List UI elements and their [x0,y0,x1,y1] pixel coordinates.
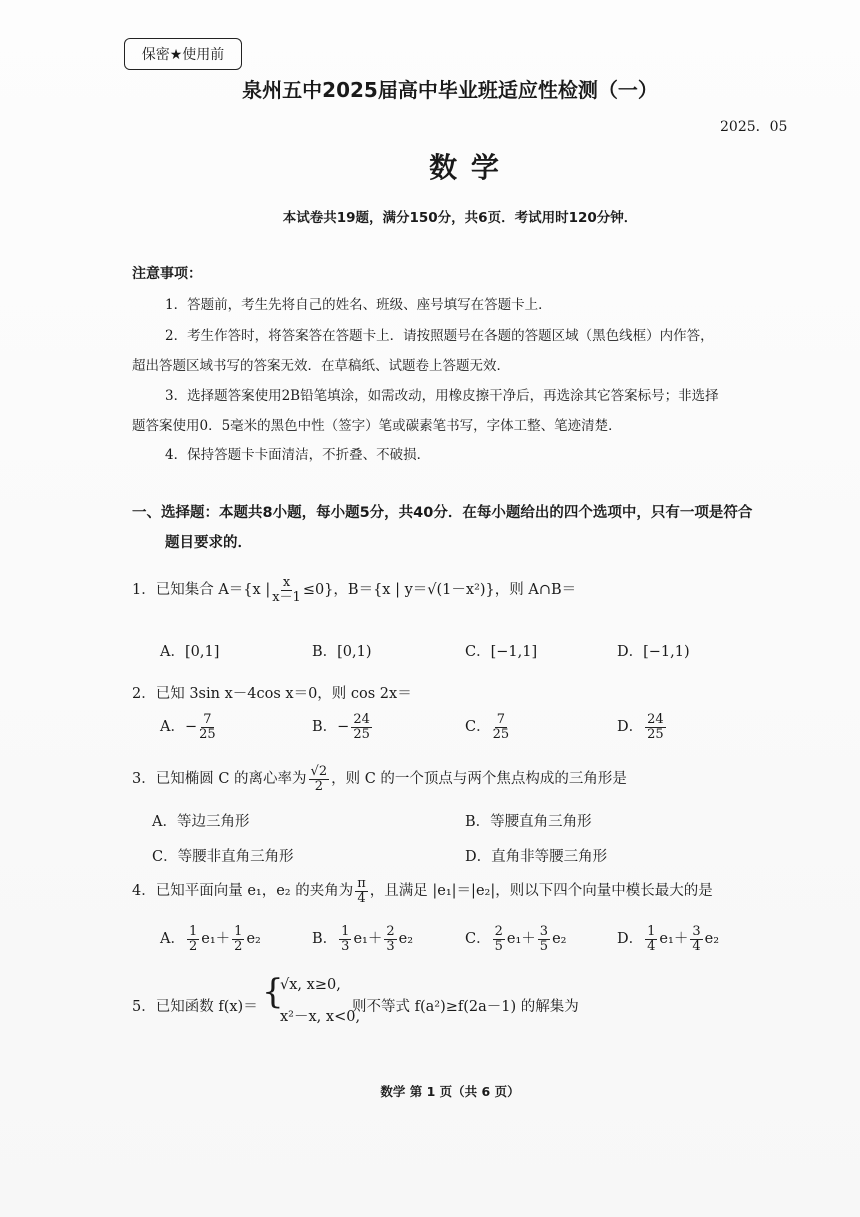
frac-num: 1 [188,924,198,939]
frac-den: 2 [314,778,323,794]
piecewise-case-2: x²－x, x<0, [280,1009,361,1025]
q1-frac-num: x [282,575,291,590]
frac-den: 25 [647,726,664,742]
note-line: 题答案使用0．5毫米的黑色中性（签字）笔或碳素笔书写，字体工整、笔迹清楚． [132,418,622,434]
frac-den: 3 [386,938,395,954]
frac-num: 2 [494,924,503,939]
q1-option-a: A．[0,1] [160,644,220,660]
frac-num: 3 [692,924,701,939]
frac-num: 7 [203,712,212,727]
note-line: 3．选择题答案使用2B铅笔填涂，如需改动，用橡皮擦干净后，再选涂其它答案标号；非选择 [165,388,719,404]
option-sign: − [184,719,198,736]
q3-stem-a: 3．已知椭圆 C 的离心率为 [132,771,307,788]
note-line: 4．保持答题卡卡面清洁，不折叠、不破损． [165,447,431,463]
q4-option-a: A． $\frac{1}{2}$ e₁＋ $\frac{1}{2}$ e₂ [160,924,261,954]
option-label: C． [465,719,491,736]
frac-den: 3 [341,938,350,954]
q4-option-d: D． $\frac{1}{4}$ e₁＋ $\frac{3}{4}$ e₂ [617,924,720,954]
exam-title: 泉州五中2025届高中毕业班适应性检测（一） [242,78,658,102]
frac-den: 2 [188,938,198,954]
note-line: 超出答题区域书写的答案无效．在草稿纸、试题卷上答题无效． [132,358,510,374]
option-label: B． [312,719,338,736]
question-4 [132,877,713,905]
frac-num: 7 [496,712,506,727]
frac-num: 1 [341,924,350,939]
frac-den: 4 [357,890,366,906]
option-label: B． [312,931,338,948]
frac-2 [538,925,550,953]
option-label: D． [617,931,644,948]
option-fraction [199,713,216,741]
option-label: A． [160,719,185,736]
option-fraction [351,713,372,741]
frac-num: √2 [310,764,328,779]
q4-option-b: B． $\frac{1}{3}$ e₁＋ $\frac{2}{3}$ e₂ [312,924,414,954]
option-fraction [493,713,510,741]
frac-1 [493,925,505,953]
confidential-badge: 保密★使用前 [124,38,242,70]
q4-fraction [355,877,368,905]
q2-option-d [617,713,668,741]
subject-title: 数 学 [429,151,501,184]
frac-den: 4 [692,938,701,954]
frac-2 [690,925,702,953]
frac-1 [187,925,199,953]
frac-den: 25 [353,726,370,742]
option-label: A． [160,931,185,948]
option-label: C． [465,931,491,948]
q1-option-d: D．[−1,1) [617,644,690,660]
note-line: 2．考生作答时，将答案答在答题卡上．请按照题号在各题的答题区域（黑色线框）内作答， [165,328,714,344]
frac-num: 1 [234,924,243,939]
q2-option-b [312,713,374,741]
option-sign: − [337,719,350,736]
page-footer: 数学 第 1 页（共 6 页） [380,1084,520,1099]
frac-1 [645,925,657,953]
frac-1 [339,925,351,953]
piecewise-brace: { [262,972,284,1012]
frac-den: 2 [234,938,243,954]
frac-num: 24 [647,712,664,727]
exam-date: 2025．05 [720,119,788,135]
q3-option-c: C．等腰非直角三角形 [152,849,294,865]
q4-stem-b: ，且满足 |e₁|＝|e₂|，则以下四个向量中模长最大的是 [369,883,713,900]
frac-den: 5 [539,938,549,954]
frac-num: 3 [539,924,549,939]
section-heading: 一、选择题：本题共8小题，每小题5分，共40分．在每小题给出的四个选项中，只有一项是符合 [132,505,753,521]
frac-num: 1 [647,924,656,939]
q1-option-c: C．[−1,1] [465,644,538,660]
option-label: D． [617,719,644,736]
frac-den: 4 [647,938,656,954]
notes-title: 注意事项： [132,266,202,282]
q1-fraction [272,576,301,604]
q2-option-c [465,713,511,741]
frac-den: 25 [199,726,216,742]
q1-stem-middle: ≤0}，B＝{x | y＝√(1－x²)}，则 A∩B＝ [302,582,577,599]
piecewise-case-1: √x, x≥0, [280,977,341,993]
q1-frac-den: x－1 [272,589,301,605]
q4-option-c: C． $\frac{2}{5}$ e₁＋ $\frac{3}{5}$ e₂ [465,924,567,954]
exam-info: 本试卷共19题，满分150分，共6页．考试用时120分钟． [282,210,638,226]
note-line: 1．答题前，考生先将自己的姓名、班级、座号填写在答题卡上． [165,297,552,313]
frac-2 [384,925,396,953]
q3-option-b: B．等腰直角三角形 [465,814,592,830]
q3-stem-b: ，则 C 的一个顶点与两个焦点构成的三角形是 [331,771,627,788]
section-heading-cont: 题目要求的． [165,535,252,551]
question-5-suffix: 则不等式 f(a²)≥f(2a－1) 的解集为 [352,999,579,1015]
frac-num: 2 [386,924,395,939]
option-fraction [645,713,666,741]
question-5-prefix: 5．已知函数 f(x)＝ [132,999,258,1015]
q3-fraction [309,765,330,793]
frac-2 [232,925,244,953]
question-3 [132,765,627,793]
q2-option-a [160,713,218,741]
q3-option-d: D．直角非等腰三角形 [465,849,608,865]
frac-num: 24 [353,712,370,727]
q1-stem-prefix: 1．已知集合 A＝{x | [132,582,271,599]
question-2: 2．已知 3sin x－4cos x＝0，则 cos 2x＝ [132,686,412,702]
q3-option-a: A．等边三角形 [152,814,250,830]
q4-stem-a: 4．已知平面向量 e₁，e₂ 的夹角为 [132,883,354,900]
frac-den: 25 [492,726,510,742]
q1-option-b: B．[0,1) [312,644,372,660]
frac-num: π [357,876,366,891]
frac-den: 5 [494,938,503,954]
question-1 [132,576,576,604]
